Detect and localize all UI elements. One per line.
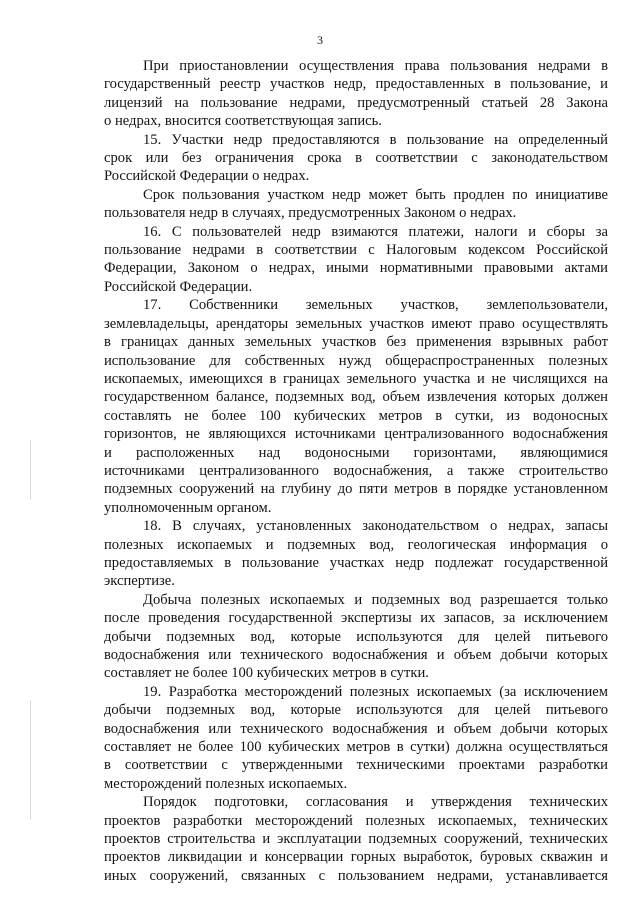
text-line: лицензий на пользование недрами, предусмотренный статьей 28 Закона (104, 94, 608, 111)
text-line: Российской Федерации. (104, 278, 253, 295)
text-line: проектов разработки месторождений полезных ископаемых, технических (104, 812, 608, 829)
paragraph (104, 296, 608, 517)
text-line: проектов ликвидации и консервации горных выработок, буровых скважин и (104, 849, 608, 866)
paragraph (104, 186, 608, 223)
text-line: источниками централизованного водоснабжения, а также строительство (104, 462, 608, 479)
text-line: использование для собственных нужд общераспространенных полезных (104, 352, 608, 369)
text-line: Федерации, Законом о недрах, иными нормативными правовыми актами (104, 260, 608, 277)
text-line: Порядок подготовки, согласования и утверждения технических (143, 794, 608, 811)
text-line: в соответствии с утвержденными техническими проектами разработки (104, 757, 608, 774)
text-line: 18. В случаях, установленных законодательством о недрах, запасы (143, 518, 608, 535)
text-line: Срок пользования участком недр может быть продлен по инициативе (143, 186, 608, 203)
text-line: При приостановлении осуществления права пользования недрами в (143, 58, 608, 74)
paragraph (104, 57, 608, 131)
text-line: после проведения государственной экспертизы их запасов, за исключением (104, 610, 608, 627)
scan-margin-mark (30, 700, 31, 820)
text-line: составлять не более 100 кубических метров в сутки, из водоносных (104, 407, 608, 424)
text-line: пользование недрами в соответствии с Налоговым кодексом Российской (104, 242, 608, 259)
text-line: иных сооружений, связанных с пользованием недрами, устанавливается (104, 867, 608, 884)
text-line: уполномоченным органом. (104, 499, 272, 516)
text-line: предоставляемых в пользование участках недр подлежат государственной (104, 554, 608, 571)
text-line: ископаемых, имеющихся в границах земельного участка и не числящихся на (104, 370, 608, 387)
text-line: 19. Разработка месторождений полезных ископаемых (за исключением (143, 683, 608, 700)
text-line: экспертизе. (104, 573, 175, 590)
paragraph (104, 223, 608, 297)
paragraph (104, 683, 608, 793)
text-line: срок или без ограничения срока в соответствии с законодательством (104, 150, 608, 167)
text-line: горизонтов, не являющихся источниками централизованного водоснабжения (104, 426, 608, 443)
body-text (104, 57, 608, 885)
page-number: 3 (317, 33, 323, 47)
text-line: добычи подземных вод, которые используются для целей питьевого (104, 702, 608, 719)
paragraph (104, 793, 608, 885)
text-line: государственном балансе, подземных вод, объем извлечения которых должен (104, 389, 608, 406)
text-line: и расположенных над водоносными горизонтами, являющимися (104, 444, 608, 461)
text-line: о недрах, вносится соответствующая запись. (104, 113, 382, 130)
text-line: государственный реестр участков недр, предоставленных в пользование, и (104, 76, 608, 93)
text-line: водоснабжения или технического водоснабжения и объем добычи которых (104, 720, 608, 737)
paragraph (104, 517, 608, 591)
text-line: проектов строительства и эксплуатации подземных сооружений, технических (104, 831, 608, 848)
text-line: Российской Федерации о недрах. (104, 168, 310, 185)
text-line: полезных ископаемых и подземных вод, геологическая информация о (104, 536, 608, 553)
text-line: составляет не более 100 кубических метров в сутки) должна осуществляться (104, 739, 608, 756)
paragraph (104, 131, 608, 186)
text-line: месторождений полезных ископаемых. (104, 775, 348, 792)
text-line: Добыча полезных ископаемых и подземных вод разрешается только (143, 591, 608, 608)
text-line: пользователя недр в случаях, предусмотренных Законом о недрах. (104, 205, 517, 222)
text-line: водоснабжения или технического водоснабжения и объем добычи которых (104, 647, 608, 663)
text-line: подземных сооружений на глубину до пяти метров в порядке установленном (104, 481, 608, 498)
text-line: составляет не более 100 кубических метров в сутки. (104, 665, 429, 682)
text-line: землевладельцы, арендаторы земельных участков имеют право осуществлять (104, 315, 608, 332)
scan-margin-mark (30, 440, 31, 500)
text-line: добычи подземных вод, которые используются для целей питьевого (104, 628, 608, 645)
text-line: 17. Собственники земельных участков, землепользователи, (143, 297, 608, 314)
text-line: 16. С пользователей недр взимаются платежи, налоги и сборы за (143, 223, 608, 240)
text-line: в границах данных земельных участков без применения взрывных работ (104, 334, 608, 351)
text-line: 15. Участки недр предоставляются в пользование на определенный (143, 131, 608, 148)
paragraph (104, 591, 608, 683)
